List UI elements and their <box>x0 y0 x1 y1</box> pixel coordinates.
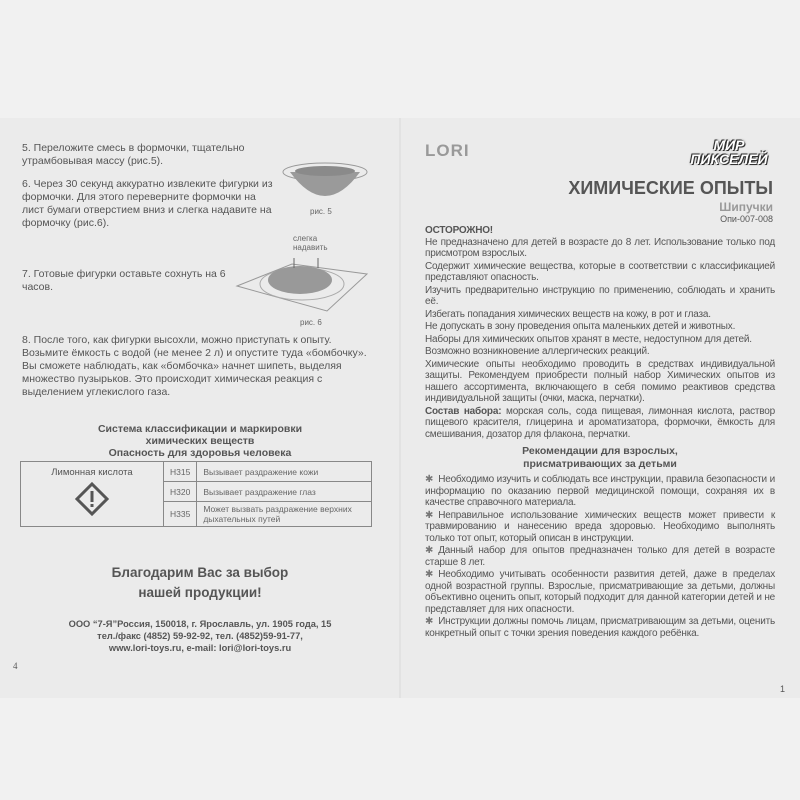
warning-item: Содержит химические вещества, которые в соответствии с классификацией представляют опасность. <box>425 260 775 283</box>
recommendation-item <box>425 569 775 615</box>
product-subtitle: Шипучки <box>719 200 773 214</box>
page-number-right: 1 <box>780 684 786 694</box>
hazard-code: H320 <box>164 482 197 502</box>
classification-title-line: Опасность для здоровья человека <box>108 447 292 459</box>
hazard-text: Может вызвать раздражение верхних дыхательных путей <box>197 502 372 527</box>
recommendation-item <box>425 474 775 509</box>
contact-phone: тел./факс (4852) 59-92-92, тел. (4852)59-91-77, <box>97 631 303 641</box>
warning-item: Возможно возникновение аллергических реакций. <box>425 346 650 357</box>
right-page-column <box>425 225 775 640</box>
figure-5-caption: рис. 5 <box>310 207 332 216</box>
recommendations-title <box>425 445 775 470</box>
kit-contents-label: Состав набора: <box>425 405 502 417</box>
thanks-line: Благодарим Вас за выбор <box>111 565 289 580</box>
bullet-icon: ✱ <box>425 616 434 627</box>
series-logo: МИР ПИКСЕЛЕЙ <box>690 137 768 167</box>
lori-logo: LORI <box>425 141 470 160</box>
kit-contents <box>425 406 775 441</box>
figure-6-label: слегка надавить <box>293 234 328 252</box>
bullet-icon: ✱ <box>425 545 434 556</box>
bullet-icon: ✱ <box>425 509 434 521</box>
classification-title-line: Система классификации и маркировки <box>97 423 303 435</box>
page-fold <box>399 118 401 698</box>
step-7: 7. Готовые фигурки оставьте сохнуть на 6 часов. <box>22 268 226 293</box>
kit-contents-text: морская соль, сода пищевая, лимонная кислота, раствор пищевого красителя, глицерина и ароматизатора, формочки, ёмкость для смешивания, дозатор для флакона, перчатки. <box>425 405 775 440</box>
warning-item: Избегать попадания химических веществ на кожу, в рот и глаза. <box>425 308 711 320</box>
warning-item: Наборы для химических опытов хранят в месте, недоступном для детей. <box>425 333 752 345</box>
rec-title-line: присматривающих за детьми <box>523 457 677 470</box>
warning-item: Не допускать в зону проведения опыта маленьких детей и животных. <box>425 321 736 332</box>
classification-title <box>20 423 380 459</box>
recommendation-item <box>425 510 775 545</box>
classification-title-line: химических веществ <box>145 435 255 447</box>
hazard-code: H315 <box>164 462 197 482</box>
warning-item: Изучить предварительно инструкцию по применению, соблюдать и хранить её. <box>425 284 775 307</box>
recommendation-text: Данный набор для опытов предназначен только для детей в возрасте старше 8 лет. <box>425 545 775 568</box>
bullet-icon: ✱ <box>425 569 434 580</box>
step-8: 8. После того, как фигурки высохли, можно приступать к опыту. Возьмите ёмкость с водой (не менее 2 л) и опустите туда «бомбочку». Вы сможете наблюдать, как «бомбочка» начнет шипеть, выделяя множество пузырьков. Это происходит химическая реакция с выделением углекислого газа. <box>22 334 367 398</box>
product-code: Опи-007-008 <box>720 214 773 224</box>
hazard-table <box>20 461 372 527</box>
substance-name: Лимонная кислота <box>51 467 133 478</box>
step-6: 6. Через 30 секунд аккуратно извлеките фигурки из формочки. Для этого переверните формочки на лист бумаги отверстием вниз и слегка надавите на формочку (рис.6). <box>22 178 273 229</box>
recommendations-list <box>425 474 775 639</box>
contact-address: ООО “7-Я”Россия, 150018, г. Ярославль, ул. 1905 года, 15 <box>68 619 332 629</box>
product-title: ХИМИЧЕСКИЕ ОПЫТЫ <box>568 178 773 198</box>
company-contacts <box>20 618 380 654</box>
figure-6-caption: рис. 6 <box>300 318 322 327</box>
exclamation-diamond-icon <box>75 482 109 516</box>
step-5: 5. Переложите смесь в формочки, тщательно утрамбовывая массу (рис.5). <box>22 142 245 167</box>
thanks-line: нашей продукции! <box>138 585 262 600</box>
warning-item: Не предназначено для детей в возрасте до 8 лет. Использование только под присмотром взрослых. <box>425 236 775 259</box>
recommendation-item <box>425 616 775 639</box>
recommendation-item <box>425 545 775 568</box>
recommendation-text: Неправильное использование химических веществ может привести к травмированию и нанесению вреда здоровью. Необходимо выполнять только тот опыт, который описан в инструкции. <box>425 509 775 544</box>
figure-6-press-icon <box>232 256 372 314</box>
hazard-substance <box>21 462 164 527</box>
contact-web-email: www.lori-toys.ru, e-mail: lori@lori-toys.ru <box>108 643 292 653</box>
thanks-message <box>20 563 380 603</box>
recommendation-text: Необходимо изучить и соблюдать все инструкции, правила безопасности и информацию по оказанию первой медицинской помощи, сохраняя их в качестве справочного материала. <box>425 474 775 508</box>
warning-title: ОСТОРОЖНО! <box>425 225 493 236</box>
hazard-text: Вызывает раздражение кожи <box>197 462 372 482</box>
recommendation-text: Инструкции должны помочь лицам, присматривающим за детьми, оценить конкретный опыт с точки зрения поведения каждого ребёнка. <box>425 616 775 639</box>
warnings-section <box>425 225 775 440</box>
recommendation-text: Необходимо учитывать особенности развития детей, даже в пределах одной возрастной группы. Взрослые, присматривающие за детьми, должны объективно оценить опыт, который подходит для данной категории детей и не представляет для них опасности. <box>425 569 775 615</box>
hazard-text: Вызывает раздражение глаз <box>197 482 372 502</box>
hazard-code: H335 <box>164 502 197 527</box>
warning-item: Химические опыты необходимо проводить в средствах индивидуальной защиты. Рекомендуем приобрести полный набор Химических опытов из нашего ассортимента, включающего в себя помимо реактивов средства индивидуальной защиты (очки, маска, перчатки). <box>425 358 775 404</box>
rec-title-line: Рекомендации для взрослых, <box>522 445 678 457</box>
page-number-left: 4 <box>13 661 18 671</box>
bullet-icon: ✱ <box>425 474 434 485</box>
figure-5-mold-icon <box>280 160 370 206</box>
